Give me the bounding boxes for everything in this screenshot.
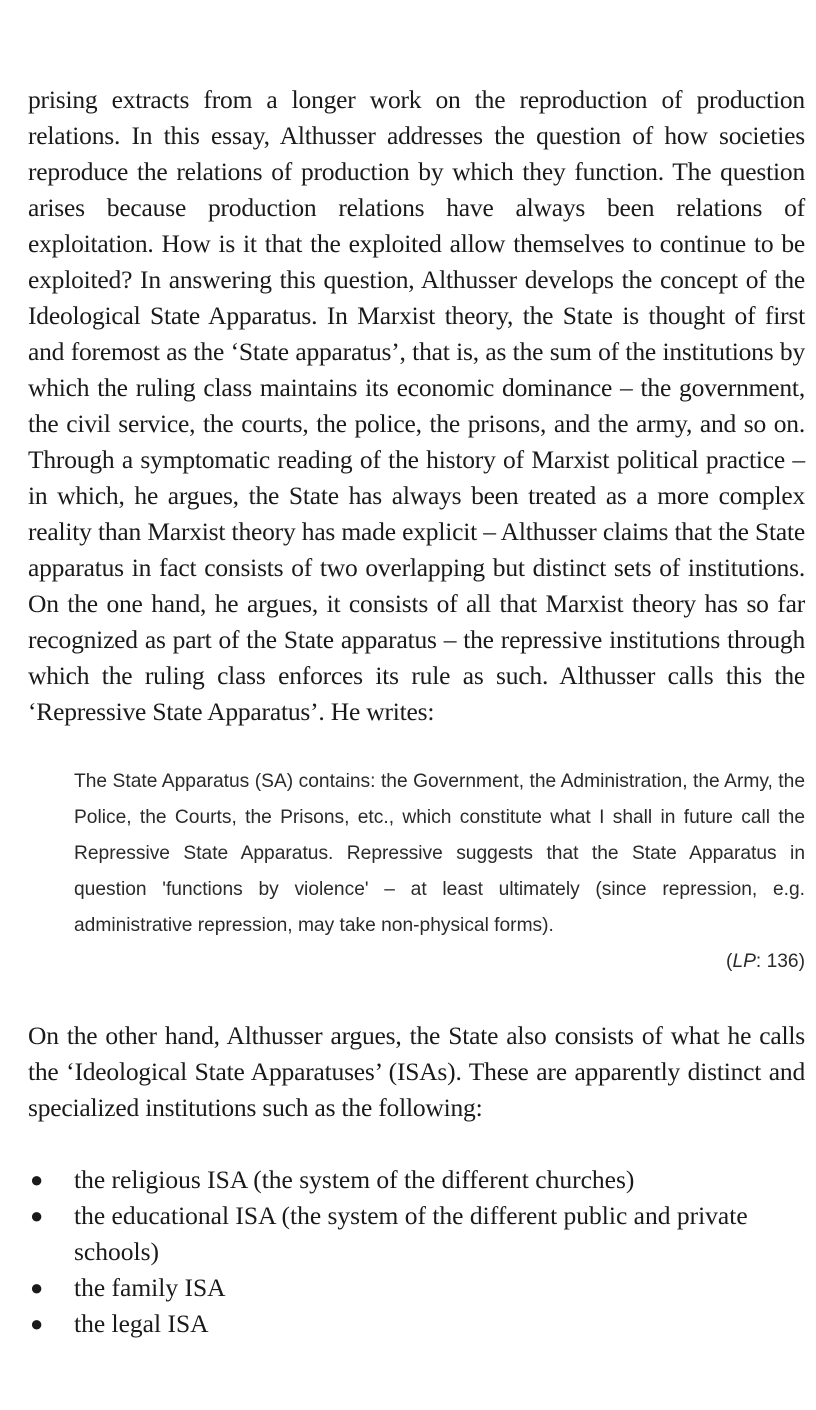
list-item-text: the legal ISA [74, 1309, 209, 1338]
block-quote [74, 764, 805, 980]
body-paragraph-1: prising extracts from a longer work on the reproduction of production relations. In this essay, Althusser addresses the question of how societies reproduce the relations of production by which they function. The question arises because production relations have always been relations of exploitation. How is it that the exploited allow themselves to continue to be exploited? In answering this question, Althusser develops the concept of the Ideological State Apparatus. In Marxist theory, the State is thought of first and foremost as the ‘State apparatus’, that is, as the sum of the institutions by which the ruling class maintains its economic dominance – the government, the civil service, the courts, the police, the prisons, and the army, and so on. Through a symptomatic reading of the history of Marxist political practice – in which, he argues, the State has always been treated as a more complex reality than Marxist theory has made explicit – Althusser claims that the State apparatus in fact consists of two overlapping but distinct sets of institutions. On the one hand, he argues, it consists of all that Marxist theory has so far recognized as part of the State apparatus – the repressive institutions through which the ruling class enforces its rule as such. Althusser calls this the ‘Repressive State Apparatus’. He writes: [28, 85, 805, 726]
list-item [28, 1198, 805, 1270]
citation-page: : 136) [755, 951, 805, 972]
list-item [28, 1270, 805, 1306]
list-item [28, 1162, 805, 1198]
isa-list [28, 1162, 805, 1342]
list-item [28, 1306, 805, 1342]
bullet-icon: ● [30, 1275, 44, 1300]
citation-source: LP [732, 951, 756, 972]
bullet-icon: ● [30, 1311, 44, 1336]
bullet-icon: ● [30, 1167, 44, 1192]
body-paragraph-2: On the other hand, Althusser argues, the State also consists of what he calls the ‘Ideological State Apparatuses’ (ISAs). These are apparently distinct and specialized institutions such as the following: [28, 1021, 805, 1122]
quote-text: The State Apparatus (SA) contains: the Government, the Administration, the Army, the Police, the Courts, the Prisons, etc., which constitute what I shall in future call the Repressive State Apparatus. Repressive suggests that the State Apparatus in question 'functions by violence' – at least ultimately (since repression, e.g. administrative repression, may take non-physical forms). [74, 771, 805, 936]
page-content [28, 82, 805, 1342]
list-item-text: the religious ISA (the system of the different churches) [74, 1165, 635, 1194]
quote-citation [74, 944, 805, 980]
list-item-text: the educational ISA (the system of the different public and private schools) [74, 1201, 748, 1266]
list-item-text: the family ISA [74, 1273, 226, 1302]
citation-open: ( [726, 951, 733, 972]
bullet-icon: ● [30, 1203, 44, 1228]
